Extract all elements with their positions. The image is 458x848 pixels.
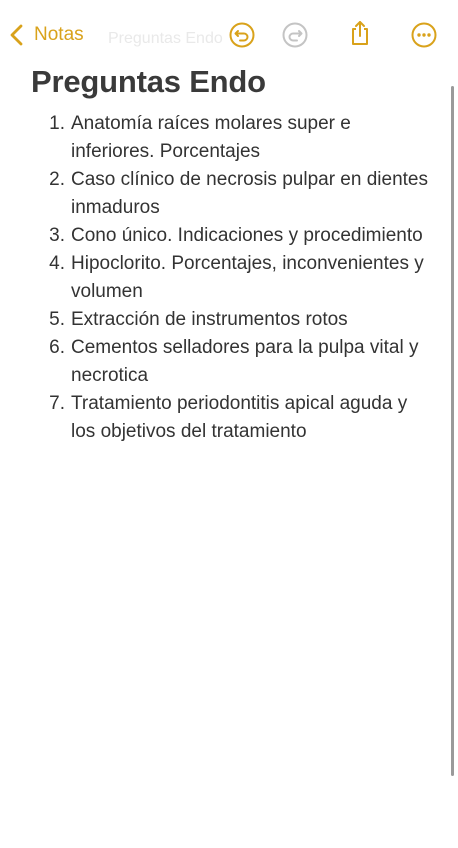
share-icon bbox=[346, 19, 374, 47]
list-item-number: 4. bbox=[49, 253, 65, 274]
list-item[interactable] bbox=[31, 110, 436, 166]
top-toolbar bbox=[0, 0, 458, 68]
list-item-text: Hipoclorito. Porcentajes, inconvenientes y volumen bbox=[71, 253, 424, 302]
list-item-number: 3. bbox=[49, 225, 65, 246]
redo-button[interactable] bbox=[279, 19, 311, 51]
share-button[interactable] bbox=[344, 17, 376, 49]
chevron-left-icon bbox=[8, 24, 26, 46]
list-item-number: 5. bbox=[49, 309, 65, 330]
scroll-indicator[interactable] bbox=[451, 86, 454, 776]
back-button[interactable] bbox=[8, 18, 84, 52]
list-item-text: Cono único. Indicaciones y procedimiento bbox=[71, 225, 423, 246]
more-button[interactable] bbox=[408, 19, 440, 51]
list-item-number: 6. bbox=[49, 337, 65, 358]
list-item-number: 2. bbox=[49, 169, 65, 190]
numbered-list bbox=[31, 110, 436, 446]
list-item[interactable] bbox=[31, 390, 436, 446]
redo-icon bbox=[281, 21, 309, 49]
list-item-text: Extracción de instrumentos rotos bbox=[71, 309, 348, 330]
list-item-text: Anatomía raíces molares super e inferiores. Porcentajes bbox=[71, 113, 351, 162]
note-title[interactable]: Preguntas Endo bbox=[31, 64, 266, 99]
back-label: Notas bbox=[34, 24, 84, 45]
list-item[interactable] bbox=[31, 222, 436, 250]
list-item[interactable] bbox=[31, 250, 436, 306]
list-item[interactable] bbox=[31, 306, 436, 334]
note-body[interactable] bbox=[31, 64, 436, 446]
list-item[interactable] bbox=[31, 166, 436, 222]
list-item-text: Cementos selladores para la pulpa vital y necrotica bbox=[71, 337, 419, 386]
undo-icon bbox=[228, 21, 256, 49]
list-item[interactable] bbox=[31, 334, 436, 390]
undo-button[interactable] bbox=[226, 19, 258, 51]
list-item-number: 1. bbox=[49, 113, 65, 134]
list-item-text: Caso clínico de necrosis pulpar en dientes inmaduros bbox=[71, 169, 428, 218]
list-item-text: Tratamiento periodontitis apical aguda y los objetivos del tratamiento bbox=[71, 393, 408, 442]
more-icon bbox=[410, 21, 438, 49]
toolbar-title: Preguntas Endo bbox=[108, 30, 223, 47]
list-item-number: 7. bbox=[49, 393, 65, 414]
